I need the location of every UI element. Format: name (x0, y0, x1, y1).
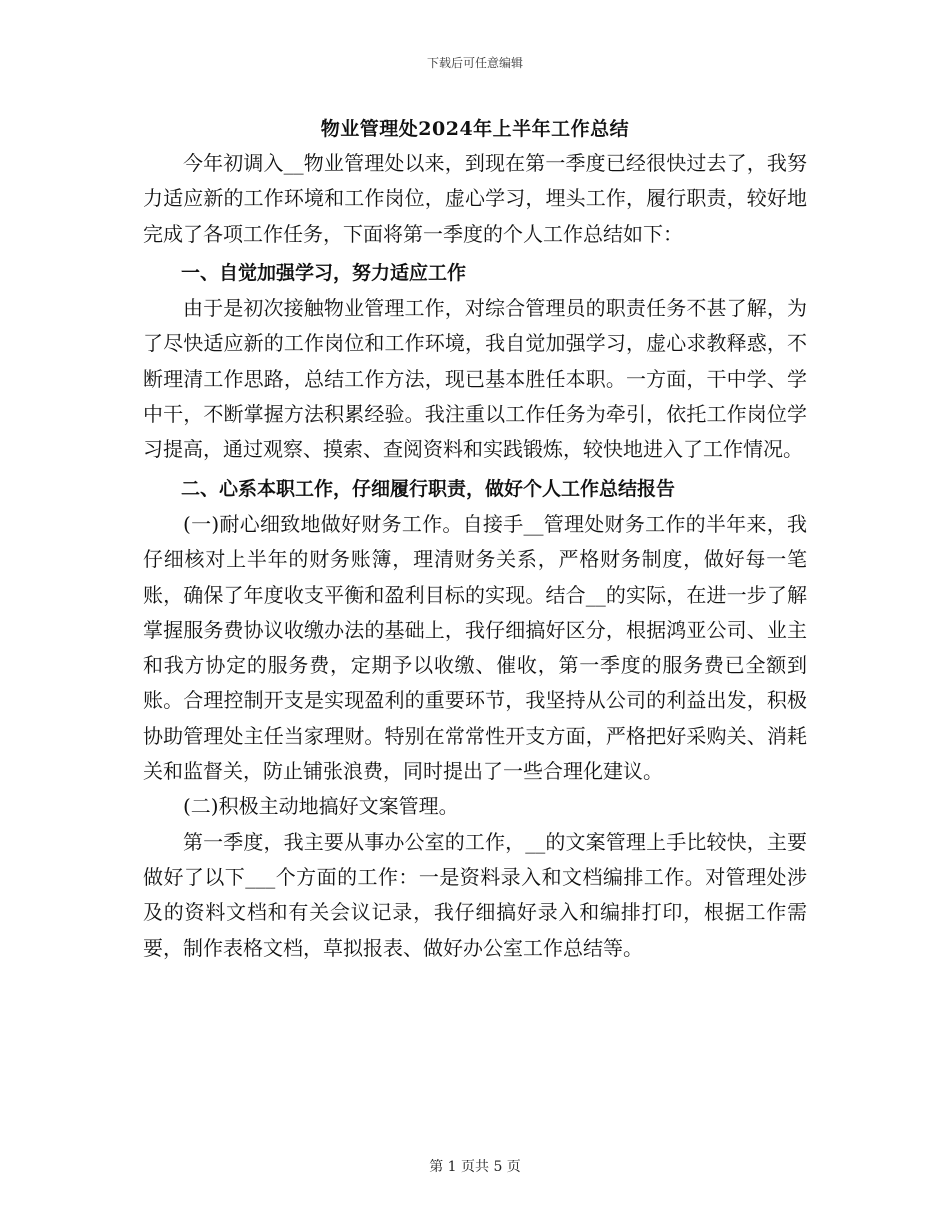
section-2-item-2-paragraph: 第一季度，我主要从事办公室的工作，__的文案管理上手比较快，主要做好了以下___个方面的工作：一是资料录入和文档编排工作。对管理处涉及的资料文档和有关会议记录，我仔细搞好录入和编排打印，根据工作需要，制作表格文档，草拟报表、做好办公室工作总结等。 (143, 829, 807, 960)
intro-paragraph: 今年初调入__物业管理处以来，到现在第一季度已经很快过去了，我努力适应新的工作环境和工作岗位，虚心学习，埋头工作，履行职责，较好地完成了各项工作任务，下面将第一季度的个人工作总结如下： (143, 151, 807, 246)
document-title: 物业管理处2024年上半年工作总结 (320, 118, 630, 140)
section-2-item-2-heading: (二)积极主动地搞好文案管理。 (183, 794, 459, 819)
section-2-item-1-paragraph: (一)耐心细致地做好财务工作。自接手__管理处财务工作的半年来，我仔细核对上半年的财务账簿，理清财务关系，严格财务制度，做好每一笔账，确保了年度收支平衡和盈利目标的实现。结合__的实际，在进一步了解掌握服务费协议收缴办法的基础上，我仔细搞好区分，根据鸿亚公司、业主和我方协定的服务费，定期予以收缴、催收，第一季度的服务费已全额到账。合理控制开支是实现盈利的重要环节，我坚持从公司的利益出发，积极协助管理处主任当家理财。特别在常常性开支方面，严格把好采购关、消耗关和监督关，防止铺张浪费，同时提出了一些合理化建议。 (143, 511, 807, 784)
section-2-heading: 二、心系本职工作，仔细履行职责，做好个人工作总结报告 (181, 477, 676, 500)
section-1-heading: 一、自觉加强学习，努力适应工作 (181, 261, 467, 284)
page-footer: 第 1 页共 5 页 (429, 1159, 521, 1175)
section-1-paragraph: 由于是初次接触物业管理工作，对综合管理员的职责任务不甚了解，为了尽快适应新的工作岗位和工作环境，我自觉加强学习，虚心求教释惑，不断理清工作思路，总结工作方法，现已基本胜任本职。一方面，干中学、学中干，不断掌握方法积累经验。我注重以工作任务为牵引，依托工作岗位学习提高，通过观察、摸索、查阅资料和实践锻炼，较快地进入了工作情况。 (143, 296, 807, 462)
document-body (143, 146, 807, 966)
header-note: 下载后可任意编辑 (426, 56, 523, 70)
